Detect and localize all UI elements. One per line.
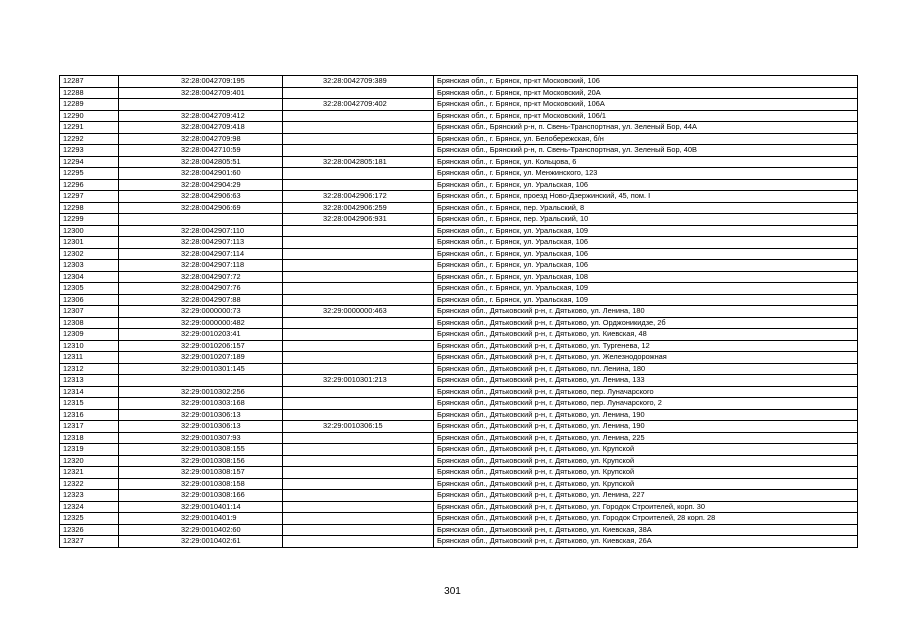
cadastral-number-cell: 32:28:0042709:418 bbox=[119, 122, 283, 134]
address-cell: Брянская обл., г. Брянск, ул. Уральская, 106 bbox=[434, 260, 858, 272]
cadastral-number-cell: 32:28:0042709:412 bbox=[119, 110, 283, 122]
row-number-cell: 12315 bbox=[60, 398, 119, 410]
cadastral-number-cell: 32:28:0042907:110 bbox=[119, 225, 283, 237]
address-cell: Брянская обл., Дятьковский р-н, г. Дятьково, ул. Тургенева, 12 bbox=[434, 340, 858, 352]
related-cadastral-number-cell bbox=[283, 145, 434, 157]
table-row bbox=[60, 248, 858, 260]
address-cell: Брянская обл., Дятьковский р-н, г. Дятьково, пер. Луначарского, 2 bbox=[434, 398, 858, 410]
cadastral-number-cell: 32:29:0010302:256 bbox=[119, 386, 283, 398]
table-row bbox=[60, 294, 858, 306]
table-row bbox=[60, 398, 858, 410]
row-number-cell: 12327 bbox=[60, 536, 119, 548]
table-row bbox=[60, 317, 858, 329]
row-number-cell: 12320 bbox=[60, 455, 119, 467]
table-row bbox=[60, 536, 858, 548]
related-cadastral-number-cell bbox=[283, 225, 434, 237]
row-number-cell: 12307 bbox=[60, 306, 119, 318]
address-cell: Брянская обл., г. Брянск, ул. Менжинского, 123 bbox=[434, 168, 858, 180]
cadastral-number-cell: 32:28:0042907:76 bbox=[119, 283, 283, 295]
cadastral-number-cell: 32:28:0042710:59 bbox=[119, 145, 283, 157]
related-cadastral-number-cell bbox=[283, 329, 434, 341]
address-cell: Брянская обл., г. Брянск, ул. Уральская, 109 bbox=[434, 283, 858, 295]
address-cell: Брянская обл., Дятьковский р-н, г. Дятьково, ул. Крупской bbox=[434, 467, 858, 479]
row-number-cell: 12296 bbox=[60, 179, 119, 191]
table-row bbox=[60, 133, 858, 145]
row-number-cell: 12288 bbox=[60, 87, 119, 99]
table-row bbox=[60, 352, 858, 364]
cadastral-number-cell: 32:28:0042907:72 bbox=[119, 271, 283, 283]
table-row bbox=[60, 363, 858, 375]
row-number-cell: 12325 bbox=[60, 513, 119, 525]
related-cadastral-number-cell bbox=[283, 271, 434, 283]
address-cell: Брянская обл., Дятьковский р-н, г. Дятьково, ул. Крупской bbox=[434, 444, 858, 456]
table-row bbox=[60, 409, 858, 421]
table-row bbox=[60, 237, 858, 249]
cadastral-number-cell: 32:28:0042906:63 bbox=[119, 191, 283, 203]
row-number-cell: 12312 bbox=[60, 363, 119, 375]
row-number-cell: 12297 bbox=[60, 191, 119, 203]
row-number-cell: 12314 bbox=[60, 386, 119, 398]
related-cadastral-number-cell bbox=[283, 524, 434, 536]
cadastral-number-cell: 32:29:0010308:157 bbox=[119, 467, 283, 479]
cadastral-number-cell: 32:29:0010207:189 bbox=[119, 352, 283, 364]
cadastral-number-cell: 32:28:0042901:60 bbox=[119, 168, 283, 180]
row-number-cell: 12293 bbox=[60, 145, 119, 157]
related-cadastral-number-cell bbox=[283, 501, 434, 513]
address-cell: Брянская обл., Дятьковский р-н, г. Дятьково, ул. Ленина, 180 bbox=[434, 306, 858, 318]
related-cadastral-number-cell bbox=[283, 283, 434, 295]
cadastral-number-cell: 32:29:0010308:166 bbox=[119, 490, 283, 502]
table-row bbox=[60, 191, 858, 203]
address-cell: Брянская обл., Дятьковский р-н, г. Дятьково, ул. Железнодорожная bbox=[434, 352, 858, 364]
address-cell: Брянская обл., г. Брянск, проезд Ново-Дзержинский, 45, пом. I bbox=[434, 191, 858, 203]
related-cadastral-number-cell bbox=[283, 467, 434, 479]
cadastral-number-cell: 32:29:0010303:168 bbox=[119, 398, 283, 410]
address-cell: Брянская обл., г. Брянск, пер. Уральский, 10 bbox=[434, 214, 858, 226]
page-number: 301 bbox=[444, 586, 461, 597]
cadastral-number-cell: 32:29:0010402:60 bbox=[119, 524, 283, 536]
address-cell: Брянская обл., г. Брянск, ул. Уральская, 109 bbox=[434, 225, 858, 237]
cadastral-number-cell: 32:28:0042805:51 bbox=[119, 156, 283, 168]
table-row bbox=[60, 432, 858, 444]
address-cell: Брянская обл., г. Брянск, пр-кт Московский, 106/1 bbox=[434, 110, 858, 122]
row-number-cell: 12323 bbox=[60, 490, 119, 502]
row-number-cell: 12300 bbox=[60, 225, 119, 237]
table-row bbox=[60, 168, 858, 180]
related-cadastral-number-cell bbox=[283, 179, 434, 191]
related-cadastral-number-cell bbox=[283, 386, 434, 398]
related-cadastral-number-cell bbox=[283, 87, 434, 99]
related-cadastral-number-cell bbox=[283, 317, 434, 329]
table-row bbox=[60, 444, 858, 456]
related-cadastral-number-cell bbox=[283, 409, 434, 421]
address-cell: Брянская обл., г. Брянск, ул. Белобережская, б/н bbox=[434, 133, 858, 145]
related-cadastral-number-cell bbox=[283, 455, 434, 467]
address-cell: Брянская обл., г. Брянск, пр-кт Московский, 106 bbox=[434, 76, 858, 88]
address-cell: Брянская обл., Брянский р-н, п. Свень-Транспортная, ул. Зеленый Бор, 40В bbox=[434, 145, 858, 157]
related-cadastral-number-cell bbox=[283, 398, 434, 410]
row-number-cell: 12302 bbox=[60, 248, 119, 260]
cadastral-number-cell: 32:28:0042907:118 bbox=[119, 260, 283, 272]
cadastral-number-cell: 32:29:0010308:155 bbox=[119, 444, 283, 456]
row-number-cell: 12299 bbox=[60, 214, 119, 226]
cadastral-number-cell: 32:29:0010401:9 bbox=[119, 513, 283, 525]
cadastral-number-cell: 32:29:0010301:145 bbox=[119, 363, 283, 375]
table-row bbox=[60, 122, 858, 134]
row-number-cell: 12298 bbox=[60, 202, 119, 214]
related-cadastral-number-cell: 32:29:0000000:463 bbox=[283, 306, 434, 318]
table-row bbox=[60, 306, 858, 318]
cadastral-number-cell: 32:29:0010206:157 bbox=[119, 340, 283, 352]
address-cell: Брянская обл., Дятьковский р-н, г. Дятьково, ул. Ленина, 190 bbox=[434, 421, 858, 433]
table-row bbox=[60, 501, 858, 513]
related-cadastral-number-cell bbox=[283, 352, 434, 364]
property-table bbox=[59, 75, 858, 548]
address-cell: Брянская обл., Дятьковский р-н, г. Дятьково, ул. Ленина, 227 bbox=[434, 490, 858, 502]
property-table-body bbox=[60, 76, 858, 548]
related-cadastral-number-cell: 32:28:0042906:931 bbox=[283, 214, 434, 226]
address-cell: Брянская обл., Дятьковский р-н, г. Дятьково, ул. Городок Строителей, корп. 30 bbox=[434, 501, 858, 513]
cadastral-number-cell: 32:29:0010203:41 bbox=[119, 329, 283, 341]
address-cell: Брянская обл., Дятьковский р-н, г. Дятьково, ул. Киевская, 26А bbox=[434, 536, 858, 548]
cadastral-number-cell: 32:28:0042907:88 bbox=[119, 294, 283, 306]
table-row bbox=[60, 467, 858, 479]
table-row bbox=[60, 386, 858, 398]
table-row bbox=[60, 524, 858, 536]
row-number-cell: 12290 bbox=[60, 110, 119, 122]
cadastral-number-cell: 32:29:0010306:13 bbox=[119, 421, 283, 433]
row-number-cell: 12317 bbox=[60, 421, 119, 433]
cadastral-number-cell bbox=[119, 375, 283, 387]
cadastral-number-cell: 32:29:0010308:158 bbox=[119, 478, 283, 490]
address-cell: Брянская обл., г. Брянск, пр-кт Московский, 106А bbox=[434, 99, 858, 111]
cadastral-number-cell: 32:28:0042907:113 bbox=[119, 237, 283, 249]
related-cadastral-number-cell bbox=[283, 133, 434, 145]
cadastral-number-cell: 32:29:0010306:13 bbox=[119, 409, 283, 421]
cadastral-number-cell: 32:28:0042904:29 bbox=[119, 179, 283, 191]
related-cadastral-number-cell bbox=[283, 294, 434, 306]
related-cadastral-number-cell: 32:29:0010306:15 bbox=[283, 421, 434, 433]
table-row bbox=[60, 214, 858, 226]
row-number-cell: 12294 bbox=[60, 156, 119, 168]
table-row bbox=[60, 421, 858, 433]
cadastral-number-cell: 32:29:0010401:14 bbox=[119, 501, 283, 513]
row-number-cell: 12304 bbox=[60, 271, 119, 283]
row-number-cell: 12308 bbox=[60, 317, 119, 329]
table-row bbox=[60, 375, 858, 387]
related-cadastral-number-cell bbox=[283, 248, 434, 260]
address-cell: Брянская обл., г. Брянск, пер. Уральский, 8 bbox=[434, 202, 858, 214]
row-number-cell: 12319 bbox=[60, 444, 119, 456]
table-row bbox=[60, 340, 858, 352]
table-row bbox=[60, 478, 858, 490]
row-number-cell: 12291 bbox=[60, 122, 119, 134]
related-cadastral-number-cell bbox=[283, 444, 434, 456]
related-cadastral-number-cell: 32:29:0010301:213 bbox=[283, 375, 434, 387]
table-row bbox=[60, 156, 858, 168]
table-row bbox=[60, 329, 858, 341]
table-row bbox=[60, 110, 858, 122]
row-number-cell: 12295 bbox=[60, 168, 119, 180]
row-number-cell: 12309 bbox=[60, 329, 119, 341]
cadastral-number-cell bbox=[119, 214, 283, 226]
address-cell: Брянская обл., г. Брянск, ул. Уральская, 109 bbox=[434, 294, 858, 306]
related-cadastral-number-cell: 32:28:0042906:259 bbox=[283, 202, 434, 214]
row-number-cell: 12303 bbox=[60, 260, 119, 272]
row-number-cell: 12326 bbox=[60, 524, 119, 536]
related-cadastral-number-cell bbox=[283, 490, 434, 502]
related-cadastral-number-cell bbox=[283, 478, 434, 490]
related-cadastral-number-cell: 32:28:0042709:389 bbox=[283, 76, 434, 88]
cadastral-number-cell bbox=[119, 99, 283, 111]
address-cell: Брянская обл., г. Брянск, ул. Кольцова, 6 bbox=[434, 156, 858, 168]
address-cell: Брянская обл., Дятьковский р-н, г. Дятьково, ул. Крупской bbox=[434, 478, 858, 490]
related-cadastral-number-cell bbox=[283, 110, 434, 122]
address-cell: Брянская обл., Дятьковский р-н, г. Дятьково, ул. Ленина, 133 bbox=[434, 375, 858, 387]
row-number-cell: 12322 bbox=[60, 478, 119, 490]
table-row bbox=[60, 455, 858, 467]
related-cadastral-number-cell bbox=[283, 432, 434, 444]
address-cell: Брянская обл., Дятьковский р-н, г. Дятьково, ул. Ленина, 190 bbox=[434, 409, 858, 421]
address-cell: Брянская обл., Дятьковский р-н, г. Дятьково, пл. Ленина, 180 bbox=[434, 363, 858, 375]
address-cell: Брянская обл., Дятьковский р-н, г. Дятьково, ул. Городок Строителей, 28 корп. 28 bbox=[434, 513, 858, 525]
address-cell: Брянская обл., г. Брянск, ул. Уральская, 106 bbox=[434, 237, 858, 249]
row-number-cell: 12305 bbox=[60, 283, 119, 295]
table-row bbox=[60, 76, 858, 88]
table-row bbox=[60, 87, 858, 99]
row-number-cell: 12301 bbox=[60, 237, 119, 249]
cadastral-number-cell: 32:28:0042709:98 bbox=[119, 133, 283, 145]
address-cell: Брянская обл., Дятьковский р-н, г. Дятьково, пер. Луначарского bbox=[434, 386, 858, 398]
related-cadastral-number-cell: 32:28:0042805:181 bbox=[283, 156, 434, 168]
row-number-cell: 12324 bbox=[60, 501, 119, 513]
cadastral-number-cell: 32:29:0000000:73 bbox=[119, 306, 283, 318]
table-row bbox=[60, 283, 858, 295]
address-cell: Брянская обл., Брянский р-н, п. Свень-Транспортная, ул. Зеленый Бор, 44А bbox=[434, 122, 858, 134]
cadastral-number-cell: 32:28:0042709:195 bbox=[119, 76, 283, 88]
row-number-cell: 12306 bbox=[60, 294, 119, 306]
related-cadastral-number-cell bbox=[283, 340, 434, 352]
row-number-cell: 12287 bbox=[60, 76, 119, 88]
address-cell: Брянская обл., Дятьковский р-н, г. Дятьково, ул. Киевская, 48 bbox=[434, 329, 858, 341]
related-cadastral-number-cell: 32:28:0042709:402 bbox=[283, 99, 434, 111]
address-cell: Брянская обл., г. Брянск, ул. Уральская, 106 bbox=[434, 179, 858, 191]
address-cell: Брянская обл., г. Брянск, ул. Уральская, 108 bbox=[434, 271, 858, 283]
table-row bbox=[60, 271, 858, 283]
row-number-cell: 12321 bbox=[60, 467, 119, 479]
row-number-cell: 12292 bbox=[60, 133, 119, 145]
table-row bbox=[60, 202, 858, 214]
row-number-cell: 12313 bbox=[60, 375, 119, 387]
address-cell: Брянская обл., Дятьковский р-н, г. Дятьково, ул. Киевская, 38А bbox=[434, 524, 858, 536]
row-number-cell: 12316 bbox=[60, 409, 119, 421]
related-cadastral-number-cell bbox=[283, 237, 434, 249]
cadastral-number-cell: 32:28:0042906:69 bbox=[119, 202, 283, 214]
row-number-cell: 12310 bbox=[60, 340, 119, 352]
cadastral-number-cell: 32:28:0042709:401 bbox=[119, 87, 283, 99]
table-row bbox=[60, 513, 858, 525]
cadastral-number-cell: 32:29:0000000:482 bbox=[119, 317, 283, 329]
related-cadastral-number-cell bbox=[283, 513, 434, 525]
cadastral-number-cell: 32:29:0010307:93 bbox=[119, 432, 283, 444]
related-cadastral-number-cell bbox=[283, 260, 434, 272]
address-cell: Брянская обл., г. Брянск, ул. Уральская, 106 bbox=[434, 248, 858, 260]
table-row bbox=[60, 145, 858, 157]
table-row bbox=[60, 225, 858, 237]
address-cell: Брянская обл., Дятьковский р-н, г. Дятьково, ул. Ленина, 225 bbox=[434, 432, 858, 444]
address-cell: Брянская обл., г. Брянск, пр-кт Московский, 20А bbox=[434, 87, 858, 99]
table-row bbox=[60, 179, 858, 191]
row-number-cell: 12311 bbox=[60, 352, 119, 364]
row-number-cell: 12318 bbox=[60, 432, 119, 444]
related-cadastral-number-cell bbox=[283, 168, 434, 180]
table-row bbox=[60, 99, 858, 111]
related-cadastral-number-cell: 32:28:0042906:172 bbox=[283, 191, 434, 203]
address-cell: Брянская обл., Дятьковский р-н, г. Дятьково, ул. Крупской bbox=[434, 455, 858, 467]
related-cadastral-number-cell bbox=[283, 122, 434, 134]
row-number-cell: 12289 bbox=[60, 99, 119, 111]
cadastral-number-cell: 32:29:0010308:156 bbox=[119, 455, 283, 467]
related-cadastral-number-cell bbox=[283, 363, 434, 375]
table-row bbox=[60, 490, 858, 502]
related-cadastral-number-cell bbox=[283, 536, 434, 548]
address-cell: Брянская обл., Дятьковский р-н, г. Дятьково, ул. Орджоникидзе, 2б bbox=[434, 317, 858, 329]
table-row bbox=[60, 260, 858, 272]
cadastral-number-cell: 32:28:0042907:114 bbox=[119, 248, 283, 260]
cadastral-number-cell: 32:29:0010402:61 bbox=[119, 536, 283, 548]
